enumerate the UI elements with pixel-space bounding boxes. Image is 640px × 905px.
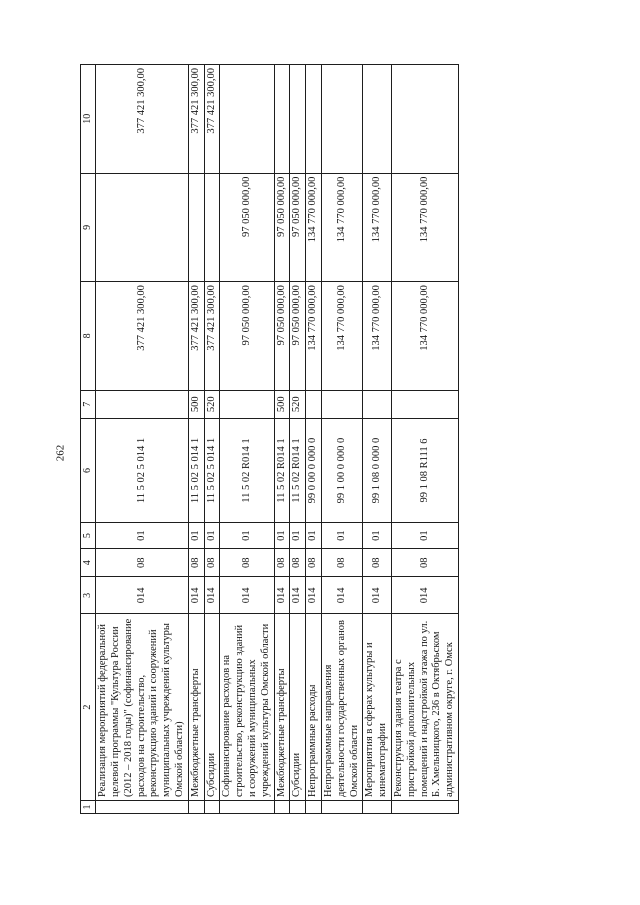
ministry-code-cell: 014: [290, 577, 306, 614]
expense-type-cell: [96, 390, 189, 418]
target-article-cell: 11 5 02 R014 1: [274, 418, 290, 522]
amount-col9-cell: 134 770 000,00: [391, 173, 458, 282]
row-index-cell: [188, 800, 204, 813]
target-article-cell: 11 5 02 5 014 1: [204, 418, 220, 522]
target-article-cell: 11 5 02 5 014 1: [188, 418, 204, 522]
section-code-cell: 08: [290, 549, 306, 577]
column-number-cell: 6: [81, 418, 96, 522]
amount-col9-cell: [188, 173, 204, 282]
section-code-cell: 08: [274, 549, 290, 577]
amount-col10-cell: [274, 65, 290, 174]
amount-col10-cell: 377 421 300,00: [188, 65, 204, 174]
expense-type-cell: [391, 390, 458, 418]
amount-col8-cell: 377 421 300,00: [188, 282, 204, 391]
expense-type-cell: [363, 390, 392, 418]
subsection-code-cell: 01: [306, 523, 322, 549]
subsection-code-cell: 01: [274, 523, 290, 549]
amount-col9-cell: 97 050 000,00: [274, 173, 290, 282]
section-code-cell: 08: [306, 549, 322, 577]
target-article-cell: 11 5 02 R014 1: [290, 418, 306, 522]
table-row: [290, 65, 306, 814]
subsection-code-cell: 01: [290, 523, 306, 549]
amount-col9-cell: 134 770 000,00: [363, 173, 392, 282]
column-number-cell: 8: [81, 282, 96, 391]
section-code-cell: 08: [363, 549, 392, 577]
expense-type-cell: 520: [290, 390, 306, 418]
ministry-code-cell: 014: [363, 577, 392, 614]
expense-type-cell: 520: [204, 390, 220, 418]
row-index-cell: [220, 800, 274, 813]
row-index-cell: [204, 800, 220, 813]
amount-col9-cell: 134 770 000,00: [306, 173, 322, 282]
expense-type-cell: [321, 390, 362, 418]
expense-type-cell: 500: [274, 390, 290, 418]
amount-col9-cell: 97 050 000,00: [220, 173, 274, 282]
subsection-code-cell: 01: [391, 523, 458, 549]
subsection-code-cell: 01: [204, 523, 220, 549]
ministry-code-cell: 014: [306, 577, 322, 614]
section-code-cell: 08: [321, 549, 362, 577]
amount-col8-cell: 134 770 000,00: [363, 282, 392, 391]
amount-col10-cell: [290, 65, 306, 174]
table-header-row: [81, 65, 96, 814]
ministry-code-cell: 014: [96, 577, 189, 614]
table-row: [188, 65, 204, 814]
amount-col8-cell: 134 770 000,00: [306, 282, 322, 391]
section-code-cell: 08: [204, 549, 220, 577]
item-name-cell: Непрограммные расходы: [306, 614, 322, 801]
ministry-code-cell: 014: [391, 577, 458, 614]
amount-col8-cell: 97 050 000,00: [220, 282, 274, 391]
expense-type-cell: 500: [188, 390, 204, 418]
subsection-code-cell: 01: [363, 523, 392, 549]
amount-col8-cell: 134 770 000,00: [321, 282, 362, 391]
page-number: 262: [54, 444, 67, 462]
amount-col10-cell: [391, 65, 458, 174]
row-index-cell: [391, 800, 458, 813]
amount-col9-cell: [204, 173, 220, 282]
row-index-cell: [274, 800, 290, 813]
subsection-code-cell: 01: [96, 523, 189, 549]
column-number-cell: 3: [81, 577, 96, 614]
ministry-code-cell: 014: [204, 577, 220, 614]
amount-col8-cell: 97 050 000,00: [290, 282, 306, 391]
section-code-cell: 08: [391, 549, 458, 577]
subsection-code-cell: 01: [220, 523, 274, 549]
amount-col9-cell: 134 770 000,00: [321, 173, 362, 282]
expense-type-cell: [306, 390, 322, 418]
ministry-code-cell: 014: [321, 577, 362, 614]
row-index-cell: [363, 800, 392, 813]
amount-col10-cell: [363, 65, 392, 174]
budget-table: [80, 64, 459, 814]
amount-col8-cell: 377 421 300,00: [204, 282, 220, 391]
column-number-cell: 2: [81, 614, 96, 801]
item-name-cell: Реализация мероприятий федеральной целевой программы "Культура России (2012 – 2018 годы)" (софинансирование расходов на строительство, реконструкцию зданий и сооружений муниципальных учреждений культуры Омской области): [96, 614, 189, 801]
amount-col10-cell: 377 421 300,00: [96, 65, 189, 174]
item-name-cell: Реконструкция здания театра с пристройкой дополнительных помещений и надстройкой этажа по ул. Б. Хмельницкого, 236 в Октябрьском административном округе, г. Омск: [391, 614, 458, 801]
target-article-cell: 99 1 00 0 000 0: [321, 418, 362, 522]
item-name-cell: Субсидии: [204, 614, 220, 801]
column-number-cell: 4: [81, 549, 96, 577]
ministry-code-cell: 014: [274, 577, 290, 614]
row-index-cell: [321, 800, 362, 813]
item-name-cell: Софинансирование расходов на строительство, реконструкцию зданий и сооружений муниципальных учреждений культуры Омской области: [220, 614, 274, 801]
table-row: [220, 65, 274, 814]
amount-col8-cell: 134 770 000,00: [391, 282, 458, 391]
item-name-cell: Межбюджетные трансферты: [274, 614, 290, 801]
ministry-code-cell: 014: [220, 577, 274, 614]
amount-col10-cell: [306, 65, 322, 174]
table-row: [306, 65, 322, 814]
amount-col10-cell: [220, 65, 274, 174]
table-row: [391, 65, 458, 814]
amount-col9-cell: [96, 173, 189, 282]
budget-table-container: [80, 64, 540, 814]
amount-col10-cell: 377 421 300,00: [204, 65, 220, 174]
table-row: [321, 65, 362, 814]
row-index-cell: [96, 800, 189, 813]
section-code-cell: 08: [220, 549, 274, 577]
target-article-cell: 99 1 08 0 000 0: [363, 418, 392, 522]
item-name-cell: Мероприятия в сферах культуры и кинематографии: [363, 614, 392, 801]
amount-col8-cell: 97 050 000,00: [274, 282, 290, 391]
row-index-cell: [306, 800, 322, 813]
target-article-cell: 11 5 02 5 014 1: [96, 418, 189, 522]
amount-col10-cell: [321, 65, 362, 174]
column-number-cell: 9: [81, 173, 96, 282]
column-number-cell: 1: [81, 800, 96, 813]
column-number-cell: 10: [81, 65, 96, 174]
column-number-cell: 5: [81, 523, 96, 549]
target-article-cell: 11 5 02 R014 1: [220, 418, 274, 522]
table-row: [363, 65, 392, 814]
section-code-cell: 08: [188, 549, 204, 577]
item-name-cell: Субсидии: [290, 614, 306, 801]
target-article-cell: 99 0 00 0 000 0: [306, 418, 322, 522]
column-number-cell: 7: [81, 390, 96, 418]
table-row: [274, 65, 290, 814]
subsection-code-cell: 01: [321, 523, 362, 549]
target-article-cell: 99 1 08 R111 6: [391, 418, 458, 522]
item-name-cell: Непрограммные направления деятельности государственных органов Омской области: [321, 614, 362, 801]
ministry-code-cell: 014: [188, 577, 204, 614]
section-code-cell: 08: [96, 549, 189, 577]
subsection-code-cell: 01: [188, 523, 204, 549]
row-index-cell: [290, 800, 306, 813]
table-row: [96, 65, 189, 814]
amount-col9-cell: 97 050 000,00: [290, 173, 306, 282]
table-row: [204, 65, 220, 814]
item-name-cell: Межбюджетные трансферты: [188, 614, 204, 801]
amount-col8-cell: 377 421 300,00: [96, 282, 189, 391]
expense-type-cell: [220, 390, 274, 418]
